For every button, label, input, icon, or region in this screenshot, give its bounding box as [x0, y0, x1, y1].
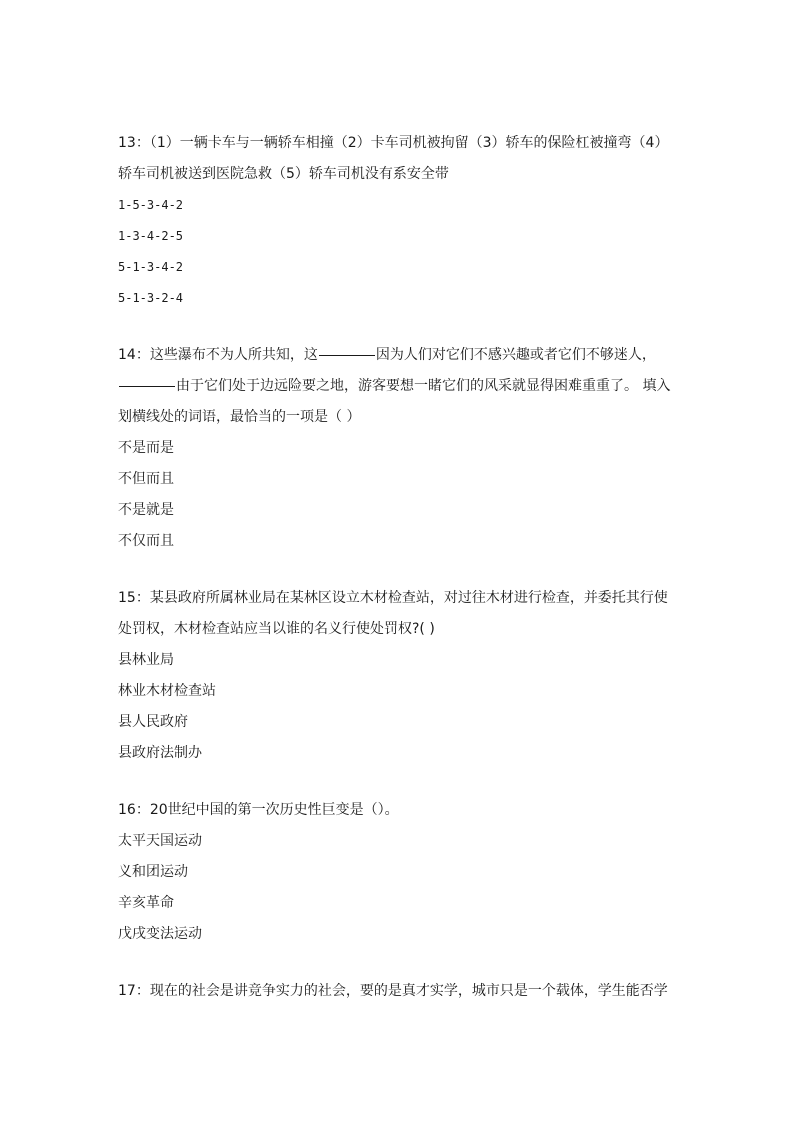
option-b: 林业木材检查站 [118, 683, 216, 699]
stem-part-3: 由于它们处于边远险要之地，游客要想一睹它们的风采就显得困难重重了。 填入划横线处的词语，最恰当的一项是（ ） [118, 378, 671, 425]
question-15 [118, 583, 678, 769]
question-16 [118, 795, 678, 950]
option-a: 1-5-3-4-2 [118, 198, 184, 212]
option-c: 辛亥革命 [118, 895, 174, 911]
option-c: 不是就是 [118, 502, 174, 518]
question-17 [118, 976, 678, 1007]
question-stem: 15：某县政府所属林业局在某林区设立木材检查站，对过往木材进行检查，并委托其行使处罚权，木材检查站应当以谁的名义行使处罚权?( ) [118, 590, 668, 637]
question-stem: 16：20世纪中国的第一次历史性巨变是（）。 [118, 802, 399, 818]
question-stem: 17：现在的社会是讲竞争实力的社会，要的是真才实学，城市只是一个载体，学生能否学 [118, 983, 668, 999]
fill-blank-1 [319, 354, 375, 356]
option-a: 县林业局 [118, 652, 174, 668]
option-b: 义和团运动 [118, 864, 188, 880]
document-page [118, 128, 678, 1033]
option-a: 不是而是 [118, 440, 174, 456]
stem-part-2: 因为人们对它们不感兴趣或者它们不够迷人， [375, 347, 656, 363]
stem-part-1: 14：这些瀑布不为人所共知，这 [118, 347, 318, 363]
option-a: 太平天国运动 [118, 833, 202, 849]
option-d: 不仅而且 [118, 533, 174, 549]
option-b: 不但而且 [118, 471, 174, 487]
fill-blank-2 [119, 385, 175, 387]
option-d: 戊戌变法运动 [118, 926, 202, 942]
question-13 [118, 128, 678, 314]
option-b: 1-3-4-2-5 [118, 229, 184, 243]
option-c: 5-1-3-4-2 [118, 260, 184, 274]
question-stem: 13：（1）一辆卡车与一辆轿车相撞（2）卡车司机被拘留（3）轿车的保险杠被撞弯（4）轿车司机被送到医院急救（5）轿车司机没有系安全带 [118, 135, 669, 182]
option-d: 县政府法制办 [118, 745, 202, 761]
question-stem [118, 340, 678, 433]
option-c: 县人民政府 [118, 714, 188, 730]
option-d: 5-1-3-2-4 [118, 291, 184, 305]
question-14 [118, 340, 678, 557]
